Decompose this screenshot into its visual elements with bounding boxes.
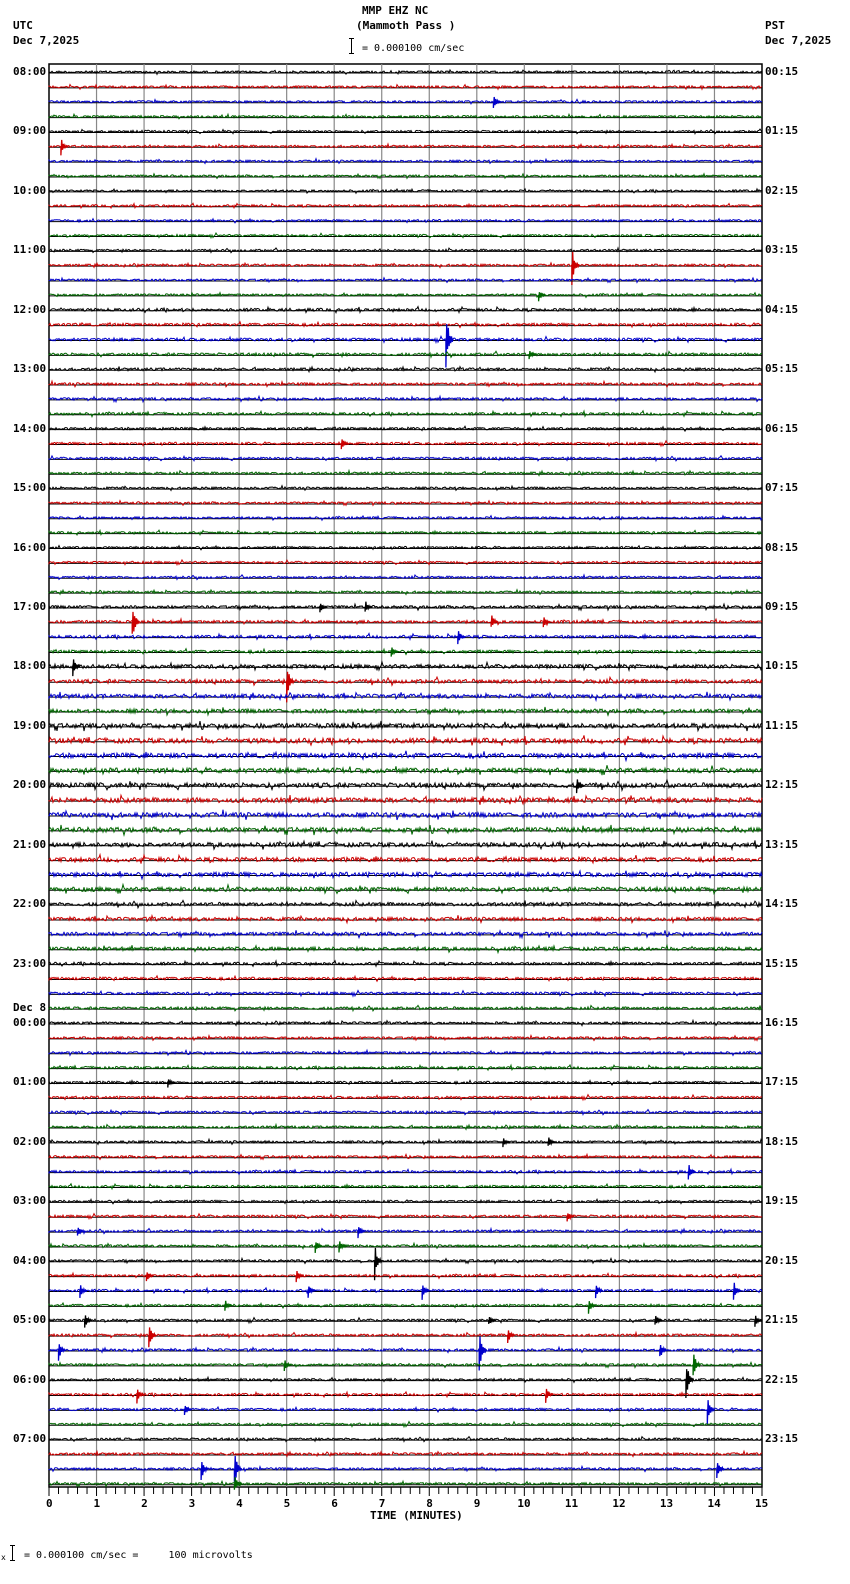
pst-hour-label: 21:15: [765, 1313, 799, 1327]
x-tick-label: 1: [93, 1497, 101, 1510]
pst-hour-label: 07:15: [765, 481, 799, 495]
pst-hour-label: 01:15: [765, 124, 799, 138]
utc-hour-label: 22:00: [13, 897, 47, 911]
utc-hour-label: 14:00: [13, 421, 47, 435]
x-tick-label: 8: [426, 1497, 433, 1510]
pst-hour-label: 15:15: [765, 956, 799, 970]
x-tick-label: 15: [755, 1497, 769, 1510]
pst-hour-label: 02:15: [765, 183, 799, 197]
left-date: Dec 7,2025: [13, 34, 80, 47]
utc-hour-label: 12:00: [13, 302, 47, 316]
date-change-label: Dec 8: [13, 1001, 47, 1015]
utc-hour-label: 04:00: [13, 1253, 47, 1267]
utc-hour-label: 19:00: [13, 718, 47, 732]
utc-hour-label: 00:00: [13, 1016, 47, 1030]
pst-hour-label: 19:15: [765, 1194, 799, 1208]
pst-hour-label: 12:15: [765, 778, 799, 792]
pst-hour-label: 18:15: [765, 1134, 799, 1148]
pst-hour-label: 22:15: [765, 1372, 799, 1386]
x-tick-label: 6: [331, 1497, 338, 1510]
utc-hour-label: 06:00: [13, 1372, 47, 1386]
x-tick-label: 11: [564, 1497, 579, 1510]
pst-hour-label: 17:15: [765, 1075, 799, 1089]
utc-hour-label: 15:00: [13, 481, 47, 495]
x-tick-label: 9: [473, 1497, 481, 1510]
x-tick-label: 12: [612, 1497, 626, 1510]
station-location: (Mammoth Pass ): [356, 19, 456, 32]
x-tick-label: 3: [188, 1497, 196, 1510]
pst-hour-label: 20:15: [765, 1253, 799, 1267]
pst-hour-label: 13:15: [765, 837, 799, 851]
footer-scale-bar-icon: [10, 1545, 15, 1561]
pst-hour-label: 23:15: [765, 1432, 799, 1446]
utc-hour-label: 07:00: [13, 1432, 47, 1446]
right-timezone: PST: [765, 19, 785, 32]
utc-hour-label: 10:00: [13, 183, 47, 197]
x-tick-label: 14: [707, 1497, 721, 1510]
utc-hour-label: 13:00: [13, 362, 47, 376]
x-tick-label: 7: [378, 1497, 386, 1510]
pst-hour-label: 16:15: [765, 1016, 799, 1030]
footer-scale-text: = 0.000100 cm/sec = 100 microvolts: [24, 1550, 253, 1561]
utc-hour-label: 18:00: [13, 659, 47, 673]
utc-hour-label: 16:00: [13, 540, 47, 554]
pst-hour-label: 10:15: [765, 659, 799, 673]
x-tick-label: 2: [141, 1497, 148, 1510]
pst-hour-label: 06:15: [765, 421, 799, 435]
left-timezone: UTC: [13, 19, 33, 32]
scale-label: = 0.000100 cm/sec: [362, 43, 465, 54]
pst-hour-label: 04:15: [765, 302, 799, 316]
utc-hour-label: 11:00: [13, 243, 47, 257]
x-axis-label: TIME (MINUTES): [370, 1509, 463, 1522]
pst-hour-label: 08:15: [765, 540, 799, 554]
pst-hour-label: 14:15: [765, 897, 799, 911]
utc-hour-label: 17:00: [13, 599, 47, 613]
utc-hour-label: 23:00: [13, 956, 47, 970]
pst-hour-label: 03:15: [765, 243, 799, 257]
utc-hour-label: 20:00: [13, 778, 47, 792]
pst-hour-label: 00:15: [765, 65, 799, 78]
utc-hour-label: 21:00: [13, 837, 47, 851]
pst-hour-label: 09:15: [765, 599, 799, 613]
x-tick-label: 13: [659, 1497, 674, 1510]
station-title: MMP EHZ NC: [362, 4, 429, 17]
utc-hour-label: 03:00: [13, 1194, 47, 1208]
x-tick-label: 10: [517, 1497, 531, 1510]
x-tick-label: 4: [236, 1497, 243, 1510]
footer-marker: x: [1, 1553, 6, 1562]
pst-hour-label: 11:15: [765, 718, 799, 732]
right-date: Dec 7,2025: [765, 34, 832, 47]
utc-hour-label: 05:00: [13, 1313, 47, 1327]
utc-hour-label: 02:00: [13, 1134, 47, 1148]
pst-hour-label: 05:15: [765, 362, 799, 376]
utc-hour-label: 08:00: [13, 65, 47, 78]
x-tick-label: 0: [46, 1497, 53, 1510]
x-tick-label: 5: [283, 1497, 291, 1510]
utc-hour-label: 09:00: [13, 124, 47, 138]
utc-hour-label: 01:00: [13, 1075, 47, 1089]
